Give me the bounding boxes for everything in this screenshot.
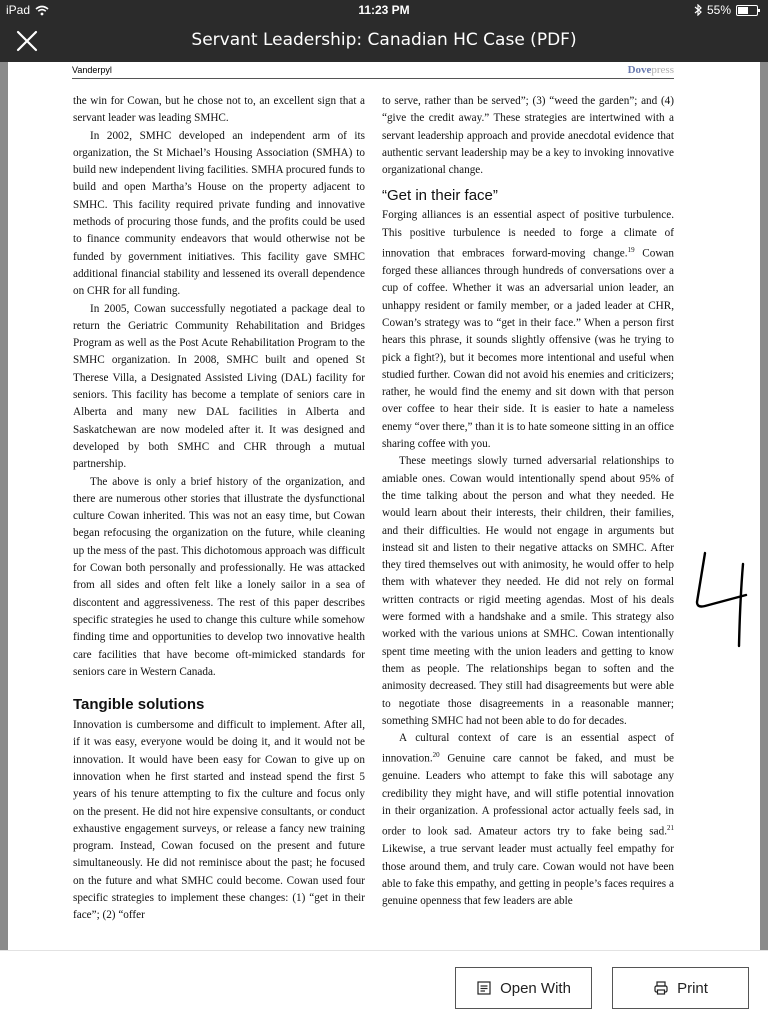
paragraph: A cultural context of care is an essential aspect of innovation.$^{20}$ Genuine care cannot be faked, and must be genuine. Leaders who attempt to fake this will sabotage any credibility they might have, and will stifle potential innovation in their organization. A professional actor actually feels sad, in order to look sad. Amateur actors try to fake being sad.$^{21}$ Likewise, a true servant leader must actually feel empathy for those around them, and truly care. Cowan would not have been able to fake this empathy, and getting in people’s faces requires a genuine openness that few leaders are able	[382, 732, 674, 908]
reference-21: 21	[667, 824, 674, 833]
bluetooth-icon	[694, 4, 702, 16]
pdf-page	[8, 62, 760, 950]
reference-19: 19	[627, 246, 635, 255]
printer-icon	[653, 980, 669, 996]
paragraph: to serve, rather than be served”; (3) “weed the garden”; and (4) “give the credit away.” These strategies are intertwined with a servant leadership approach and provide anecdotal evidence that authentic servant leadership may be a key to invoking innovative organizational change.	[382, 95, 674, 177]
handwritten-page-number	[693, 550, 753, 650]
running-head-author: Vanderpyl	[72, 65, 112, 75]
battery-percent: 55%	[706, 3, 731, 17]
paragraph: Innovation is cumbersome and difficult to implement. After all, if it was easy, everyone would be doing it, and it would not be innovation. It would have been easy for Cowan to give up on innovation when he first started and instead spend the first 5 years of his tenure attempting to fix the culture and focus only on the present. He did not hire expensive consultants, or conduct exhaustive engagement surveys, or release a fancy new training program. Instead, Cowan focused on the present and future simultaneously. He did not reminisce about the past; he focused on the future and what SMHC could become. Cowan used four specific strategies to implement these changes: (1) “get in their face”; (2) “offer	[73, 719, 365, 922]
section-heading: “Get in their face”	[382, 187, 498, 205]
bottom-toolbar	[0, 950, 768, 1025]
publisher-logo: Dovepress	[627, 64, 674, 76]
open-with-button[interactable]	[455, 967, 592, 1009]
document-title: Servant Leadership: Canadian HC Case (PDF)	[191, 30, 577, 50]
paragraph: The above is only a brief history of the organization, and there are numerous other stories that illustrate the dysfunctional culture Cowan inherited. This was not an easy time, but Cowan began refocusing the organization on the future, while cleaning up the mess of the past. This dichotomous approach was difficult for Cowan both personally and professionally. He was attacked from all sides and often felt like a lonely sailor in a sea of discontent and aggressiveness. The rest of this paper describes specific strategies he used to change this culture while somehow finding time and opportunities to develop two innovative health care facilities that have become oft-mimicked standards for seniors care in Western Canada.	[73, 475, 365, 678]
right-column	[382, 93, 674, 911]
status-bar	[0, 0, 768, 20]
section-heading: Tangible solutions	[73, 696, 205, 714]
paragraph: the win for Cowan, but he chose not to, an excellent sign that a servant leader was leading SMHC.	[73, 95, 365, 125]
battery-fill	[738, 7, 748, 14]
paragraph: These meetings slowly turned adversarial relationships to amiable ones. Cowan would intentionally spend about 95% of the time talking about the person and what they needed. He would learn about their interests, their children, their families, and their difficulties. He would not engage in arguments but instead sit and listen to their negative attacks on SMHC. After they tired themselves out with animosity, he would offer to help them with whatever they needed. He did not rely on formal written contracts or rigid meeting agendas. Most of his deals were formed with a handshake and a smile. This strategy also worked with the various unions at SMHC. Cowan intentionally spent time meeting with the union leaders and getting to know them as people. The relationships began to soften and the animosity decreased. They still had disagreements but were able to negotiate those disagreements in a reasonable manner; something SMHC had not been able to do for decades.	[382, 455, 674, 727]
open-with-label: Open With	[500, 979, 571, 997]
battery-icon	[736, 5, 758, 16]
clock: 11:23 PM	[358, 3, 410, 17]
paragraph: In 2005, Cowan successfully negotiated a package deal to return the Geriatric Community Rehabilitation and Bridges Program as well as the Post Acute Rehabilitation Program to the SMHC organization. In 2008, SMHC built and opened St Therese Villa, a Designated Assisted Living (DAL) facility for seniors. This facility has become a template of seniors care in Alberta and many new DAL facilities in Alberta and Saskatchewan are now modeled after it. It was designed and developed by both SMHC and CHR through a mutual partnership.	[73, 302, 365, 471]
left-column	[73, 93, 365, 925]
paragraph: In 2002, SMHC developed an independent arm of its organization, the St Michael’s Housing Association (SMHA) to build new independent living facilities. SMHA procured funds to build and open Martha’s House on the property adjacent to SMHC. This facility required private funding and innovative methods of procuring those funds, and the profits could be used to finance community endeavors that would otherwise not be funded by government initiatives. This facility gave SMHC additional financial stability and lessened its overall dependence on CHR for all funding.	[73, 129, 365, 298]
open-with-icon	[476, 980, 492, 996]
print-button[interactable]	[612, 967, 749, 1009]
running-head	[72, 64, 674, 79]
device-name: iPad	[6, 3, 31, 17]
reference-20: 20	[432, 751, 440, 760]
pdf-viewer[interactable]	[0, 62, 768, 950]
print-label: Print	[677, 979, 708, 997]
nav-bar	[0, 20, 768, 62]
status-bar-right	[694, 3, 758, 17]
paragraph: Forging alliances is an essential aspect of positive turbulence. This positive turbulence is needed to forge a climate of innovation that embraces forward-moving change.$^{19}$ Cowan forged these alliances through hundreds of conversations over a cup of coffee. Whether it was an adversarial union leader, an unhappy resident or family member, or a jaded leader at CHR, Cowan’s strategy was to “get in their face.” When a person first hears this phrase, it sounds slightly offensive (was he trying to pick a fight?), but it becomes more intentional and useful when studied further. Cowan did not avoid his enemies and criticizers; rather, he would find the enemy and sit down with that person over coffee to hear their side. It is easier to hate a nameless enemy “over there,” than it is to hate someone sitting in an office sharing coffee with you.	[382, 209, 674, 451]
